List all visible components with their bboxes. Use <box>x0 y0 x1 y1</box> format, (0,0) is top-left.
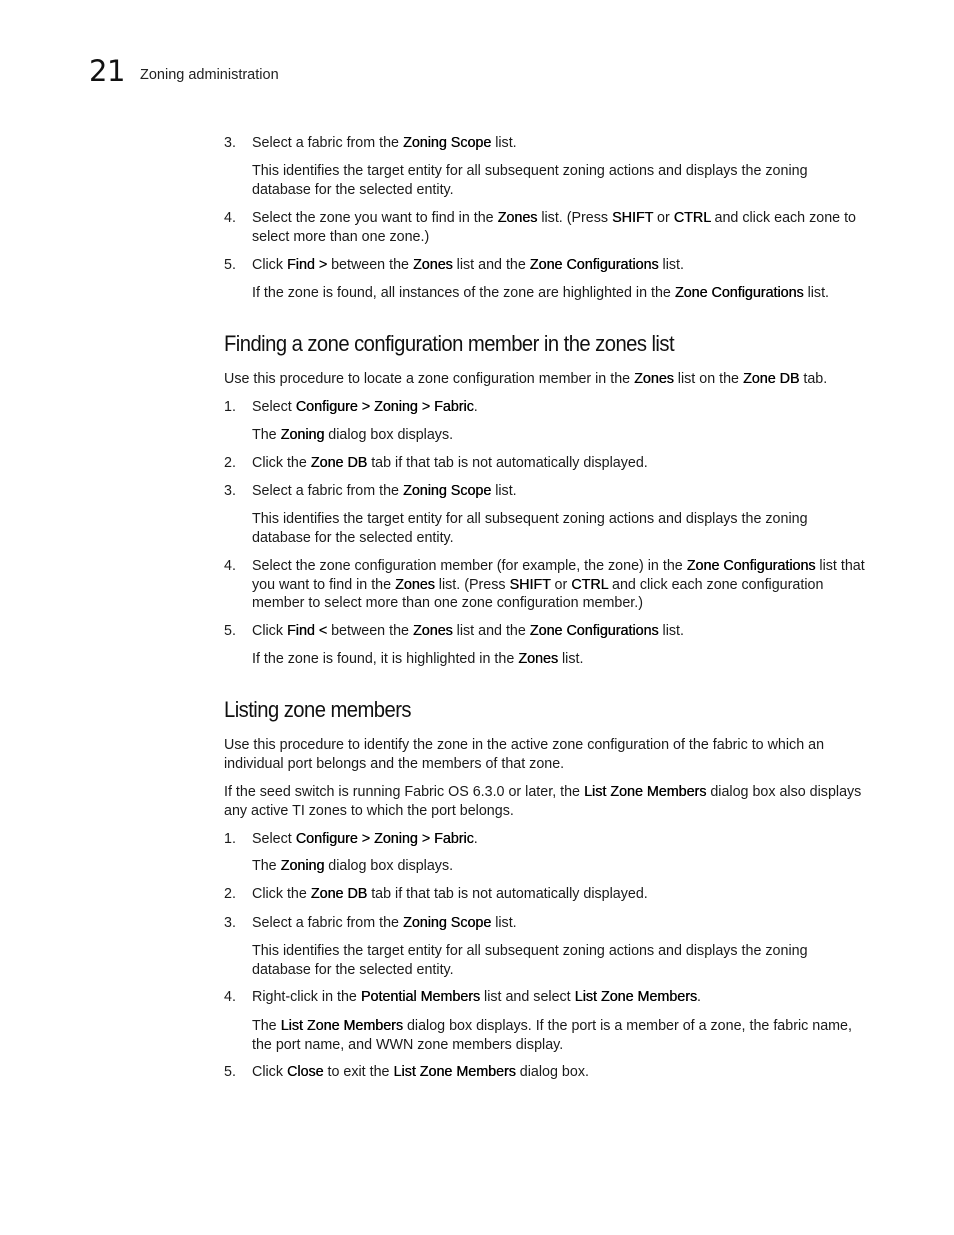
step-note: If the zone is found, it is highlighted in the Zones list. <box>252 651 584 667</box>
section-intro: If the seed switch is running Fabric OS 6.3.0 or later, the List Zone Members dialog box also displays any active TI zones to which the port belongs. <box>224 784 862 819</box>
step-note: This identifies the target entity for all subsequent zoning actions and displays the zoning database for the selected entity. <box>252 511 808 546</box>
step-number: 4. <box>224 558 236 574</box>
step-number: 3. <box>224 135 236 151</box>
step-note: This identifies the target entity for all subsequent zoning actions and displays the zoning database for the selected entity. <box>252 943 808 978</box>
step-text: Click Find > between the Zones list and the Zone Configurations list. <box>252 257 684 273</box>
step-text: Right-click in the Potential Members list and select List Zone Members. <box>252 989 701 1005</box>
step-number: 3. <box>224 483 236 499</box>
step-text: Select Configure > Zoning > Fabric. <box>252 399 478 415</box>
step-note: The Zoning dialog box displays. <box>252 858 454 874</box>
step-text: Click the Zone DB tab if that tab is not automatically displayed. <box>252 455 648 471</box>
step-text: Click the Zone DB tab if that tab is not automatically displayed. <box>252 886 648 902</box>
step-text: Click Find < between the Zones list and the Zone Configurations list. <box>252 623 684 639</box>
step-number: 3. <box>224 915 236 931</box>
step-text: Select the zone configuration member (for example, the zone) in the Zone Configurations list that you want to find in the Zones list. (Press SHIFT or CTRL and click each zone configuration member to select more than one zone configuration member.) <box>252 558 865 611</box>
step-number: 4. <box>224 989 236 1005</box>
step-number: 5. <box>224 623 236 639</box>
step-number: 4. <box>224 210 236 226</box>
chapter-title: Zoning administration <box>140 67 279 83</box>
step-text: Select a fabric from the Zoning Scope list. <box>252 915 517 931</box>
step-number: 1. <box>224 399 236 415</box>
step-number: 2. <box>224 455 236 471</box>
step-text: Select a fabric from the Zoning Scope list. <box>252 483 517 499</box>
step-note: If the zone is found, all instances of the zone are highlighted in the Zone Configurations list. <box>252 285 830 301</box>
step-text: Select the zone you want to find in the Zones list. (Press SHIFT or CTRL and click each zone to select more than one zone.) <box>252 210 856 245</box>
step-note: This identifies the target entity for all subsequent zoning actions and displays the zoning database for the selected entity. <box>252 163 808 198</box>
step-note: The Zoning dialog box displays. <box>252 427 454 443</box>
section-intro: Use this procedure to identify the zone in the active zone configuration of the fabric to which an individual port belongs and the members of that zone. <box>224 737 825 772</box>
section-intro: Use this procedure to locate a zone configuration member in the Zones list on the Zone DB tab. <box>224 371 828 387</box>
step-text: Select a fabric from the Zoning Scope list. <box>252 135 517 151</box>
section-heading: Finding a zone configuration member in the zones list <box>224 331 675 356</box>
chapter-number: 21 <box>89 54 125 88</box>
section-heading: Listing zone members <box>224 697 411 722</box>
step-number: 5. <box>224 257 236 273</box>
step-text: Select Configure > Zoning > Fabric. <box>252 831 478 847</box>
step-number: 2. <box>224 886 236 902</box>
step-note: The List Zone Members dialog box displays. If the port is a member of a zone, the fabric name, the port name, and WWN zone members display. <box>252 1018 852 1053</box>
step-number: 1. <box>224 831 236 847</box>
step-text: Click Close to exit the List Zone Members dialog box. <box>252 1064 589 1080</box>
step-number: 5. <box>224 1064 236 1080</box>
